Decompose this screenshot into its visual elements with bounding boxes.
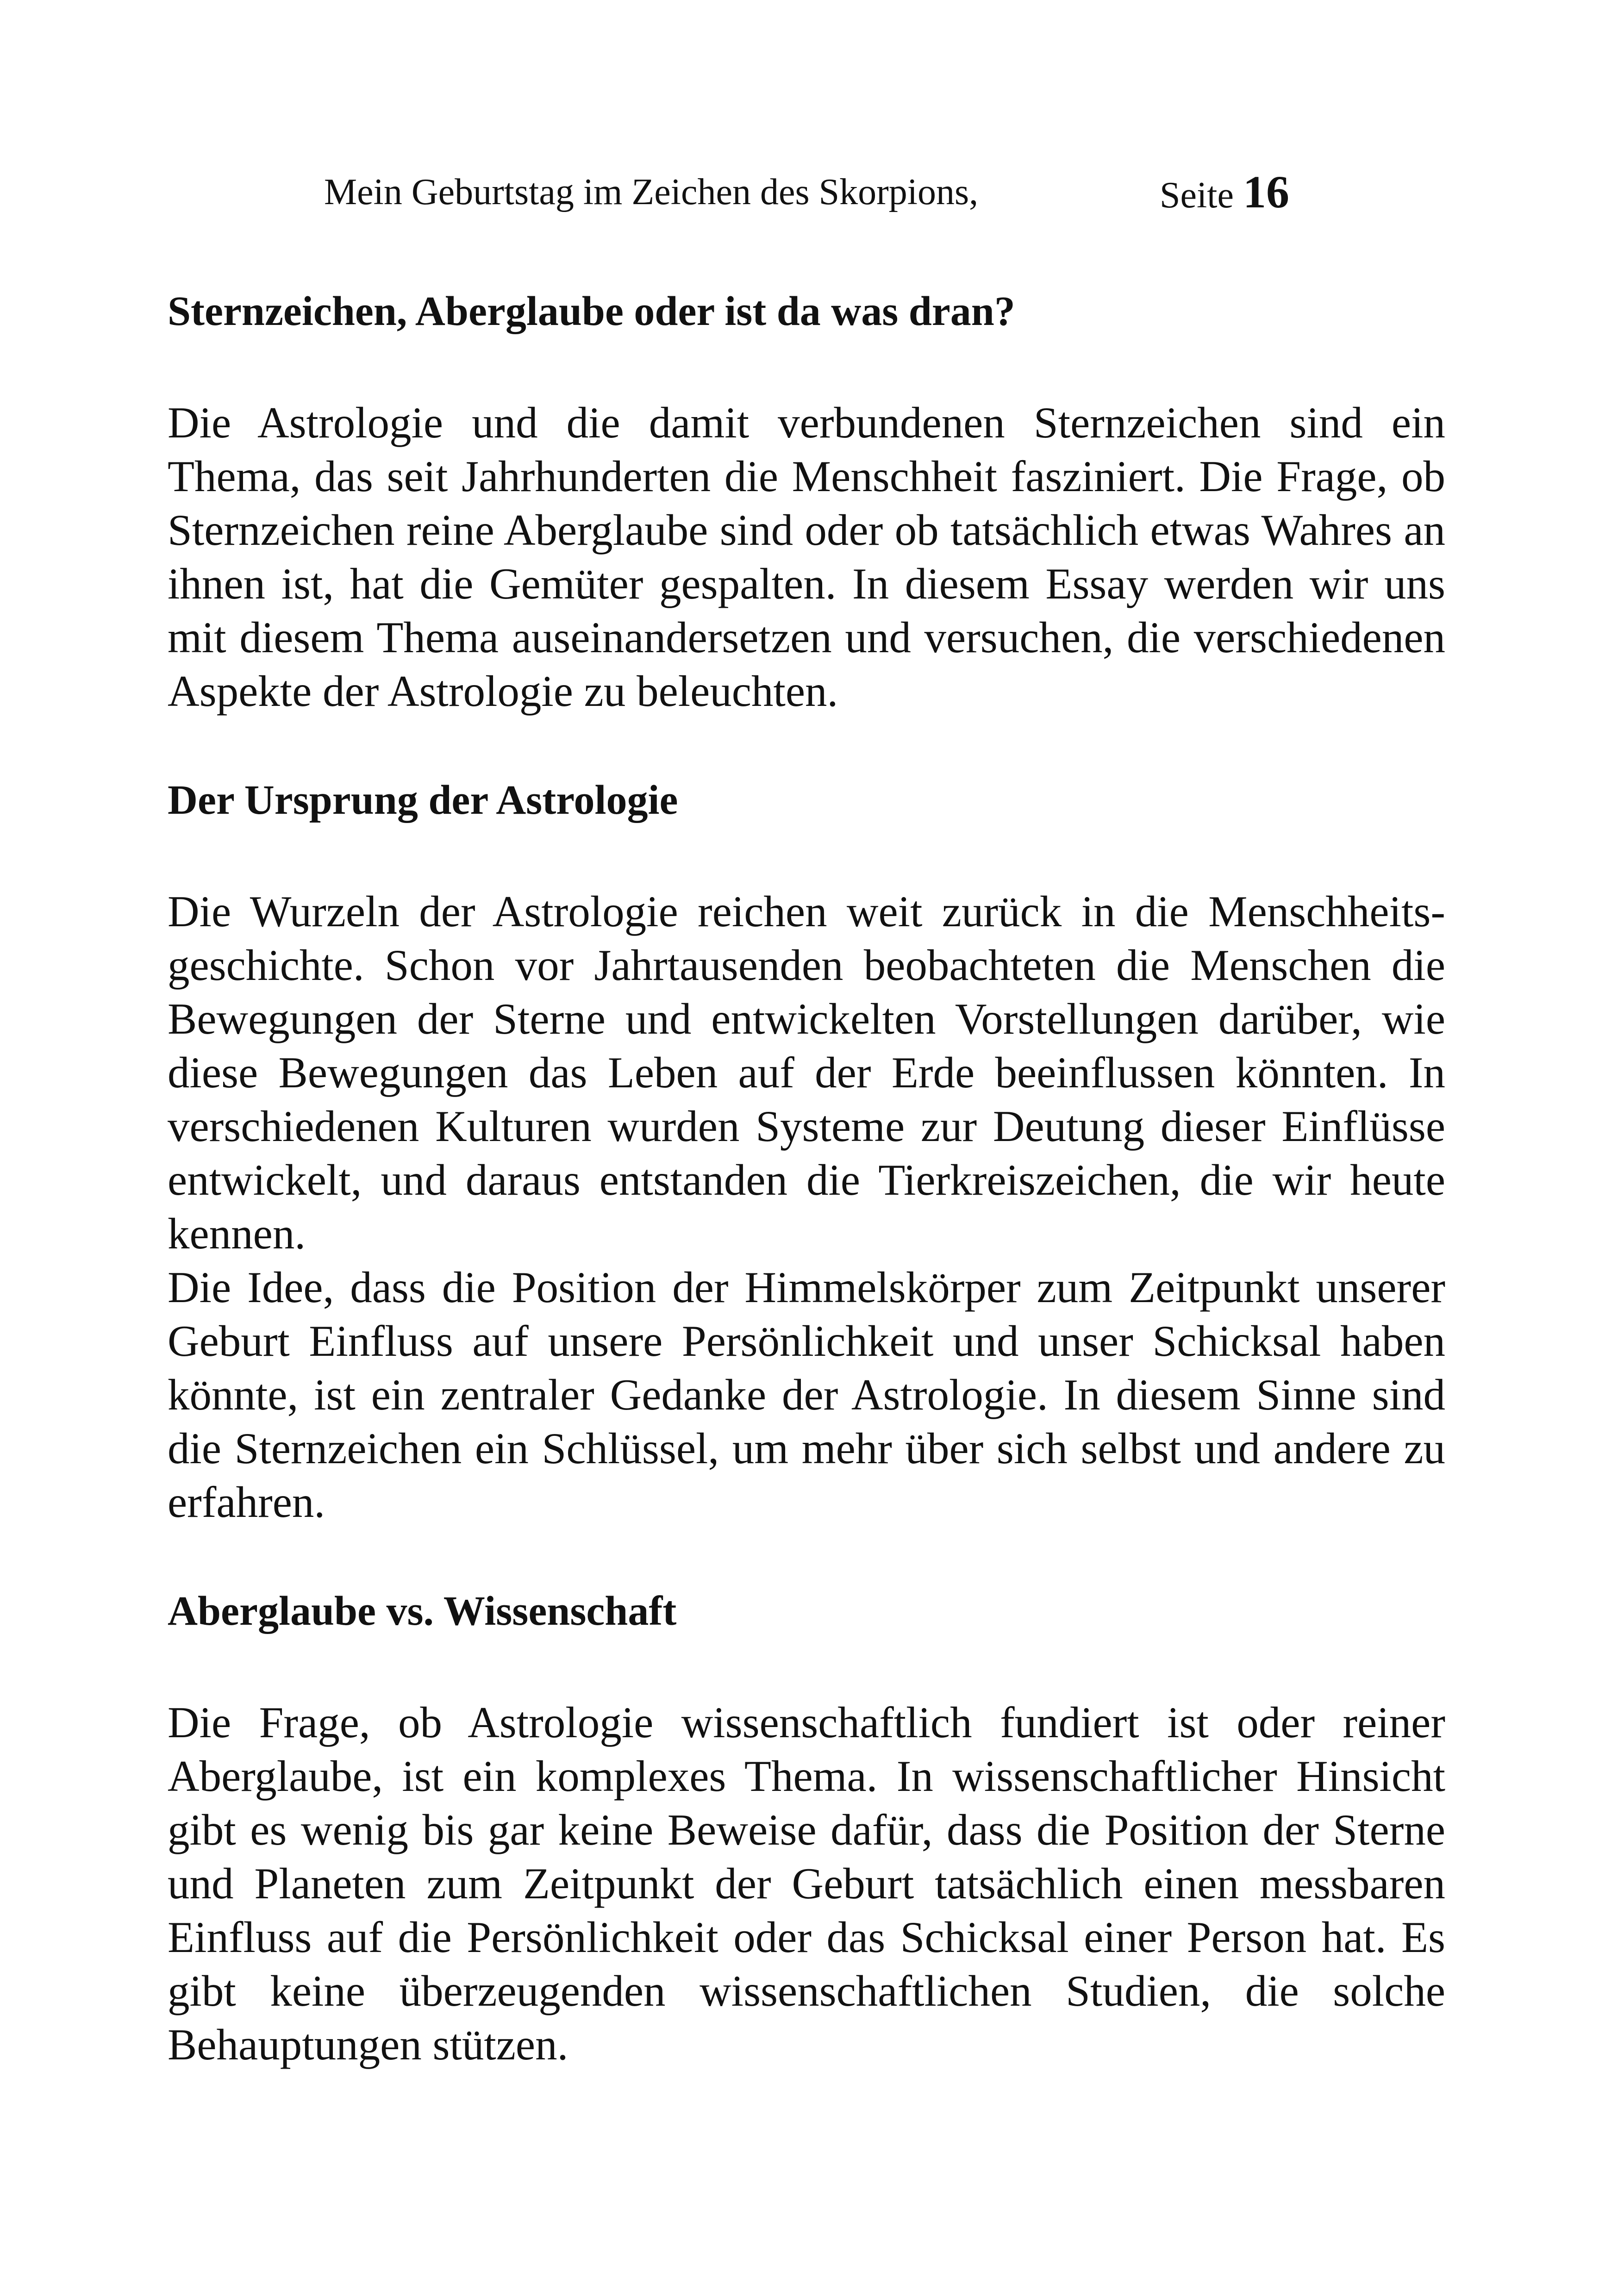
page-body (168, 285, 1445, 2071)
running-title: Mein Geburtstag im Zeichen des Skorpions, (324, 172, 979, 212)
section-heading: Sternzeichen, Aberglaube oder ist da was dran? (168, 288, 1015, 334)
paragraph: Die Astrologie und die damit verbundenen Sternzeichen sind ein Thema, das seit Jahrhunderten die Menschheit fasziniert. Die Frage, ob Sternzeichen reine Aberglaube sind oder ob tatsächlich etwas Wahres an ihnen ist, hat die Gemüter gespalten. In diesem Essay werden wir uns mit diesem Thema auseinandersetzen und versuchen, die verschiedenen Aspekte der Astrologie zu beleuchten. (168, 398, 1445, 716)
paragraph: Die Frage, ob Astrologie wissenschaftlich fundiert ist oder reiner Aberglaube, ist ein komplexes Thema. In wissenschaftlicher Hinsicht gibt es wenig bis gar keine Beweise dafür, dass die Position der Sterne und Planeten zum Zeitpunkt der Geburt tatsächlich einen messbaren Einfluss auf die Persönlichkeit oder das Schicksal einer Person hat. Es gibt keine überzeugenden wissenschaftlichen Studien, die solche Behauptungen stützen. (168, 1698, 1445, 2069)
paragraph: Die Idee, dass die Position der Himmelskörper zum Zeitpunkt unserer Geburt Einfluss auf unsere Persönlichkeit und unser Schicksal haben könnte, ist ein zentraler Gedanke der Astrologie. In diesem Sinne sind die Sternzeichen ein Schlüssel, um mehr über sich selbst und andere zu erfahren. (168, 1263, 1445, 1527)
paragraph: Die Wurzeln der Astrologie reichen weit zurück in die Menschheitsgeschichte. Schon vor Jahrtausenden beobachteten die Menschen die Bewegungen der Sterne und entwickelten Vorstellungen darüber, wie diese Bewegungen das Leben auf der Erde beeinflussen könnten. In verschiedenen Kulturen wurden Systeme zur Deutung dieser Einflüsse entwickelt, und daraus entstanden die Tierkreiszeichen, die wir heute kennen. (168, 887, 1445, 1258)
section-heading: Aberglaube vs. Wissenschaft (168, 1588, 677, 1634)
page-label: Seite (1160, 175, 1234, 216)
page-number: 16 (1243, 166, 1289, 218)
page-number-label (1160, 166, 1289, 218)
section-heading: Der Ursprung der Astrologie (168, 777, 678, 823)
page-header (0, 155, 1624, 220)
